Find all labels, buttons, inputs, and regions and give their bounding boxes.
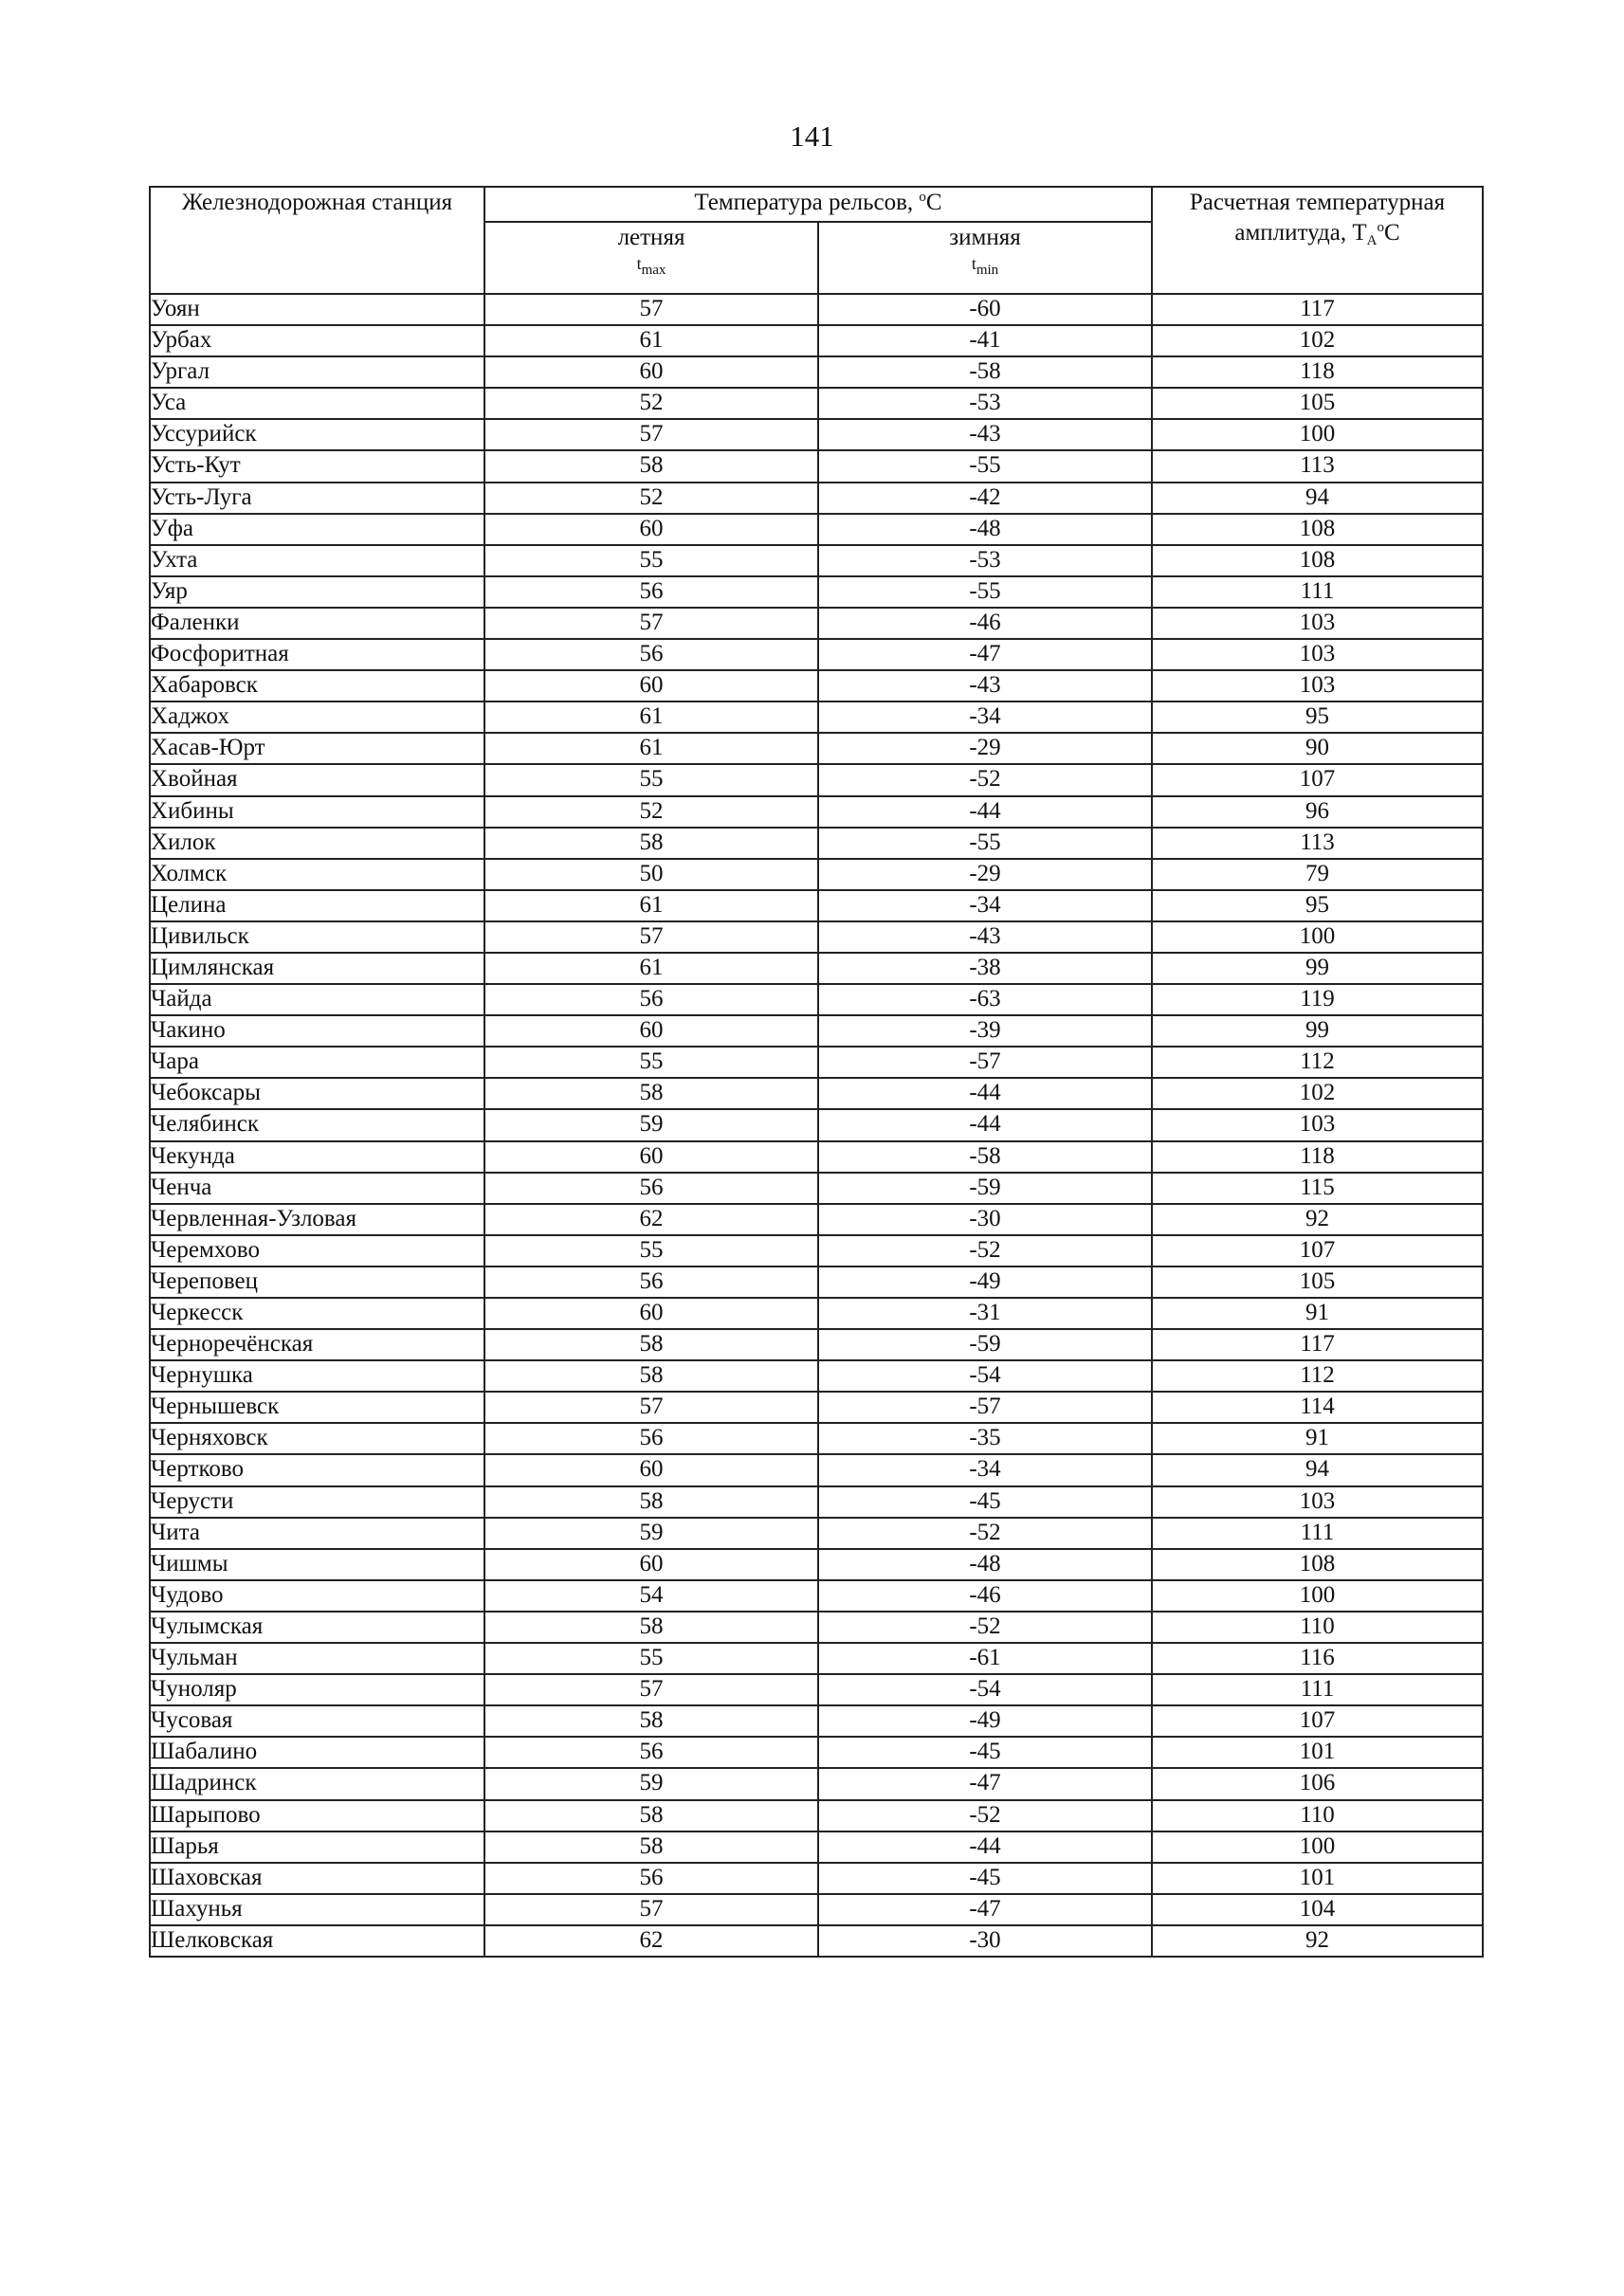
tmax-cell: 57 (484, 1894, 818, 1925)
tmax-cell: 58 (484, 1612, 818, 1643)
tmin-cell: -49 (818, 1705, 1152, 1737)
station-cell: Хилок (150, 828, 484, 859)
header-winter-label: зимняя (949, 225, 1021, 250)
table-row (150, 1486, 1483, 1518)
tmax-cell: 55 (484, 1047, 818, 1078)
tmax-cell: 58 (484, 450, 818, 482)
degree-symbol: o (1377, 220, 1384, 235)
table-row (150, 1800, 1483, 1831)
table-row (150, 1423, 1483, 1454)
tmin-cell: -54 (818, 1674, 1152, 1705)
table-row (150, 483, 1483, 514)
tmin-cell: -30 (818, 1204, 1152, 1235)
tmin-cell: -48 (818, 1549, 1152, 1580)
tmin-cell: -48 (818, 514, 1152, 545)
tmax-cell: 60 (484, 1298, 818, 1329)
tmax-cell: 58 (484, 1486, 818, 1518)
station-cell: Хибины (150, 796, 484, 828)
tmin-cell: -47 (818, 1768, 1152, 1799)
tmax-cell: 56 (484, 1266, 818, 1298)
table-row (150, 1518, 1483, 1549)
table-row (150, 1235, 1483, 1266)
tmin-cell: -57 (818, 1392, 1152, 1423)
table-row (150, 921, 1483, 953)
tmax-cell: 52 (484, 388, 818, 419)
table-row (150, 1863, 1483, 1894)
station-cell: Фосфоритная (150, 639, 484, 670)
header-rail-temperature-label: Температура рельсов, (694, 190, 914, 215)
header-rail-temperature-unit: С (925, 190, 942, 215)
tmax-cell: 54 (484, 1580, 818, 1612)
tmax-cell: 61 (484, 702, 818, 733)
station-cell: Черусти (150, 1486, 484, 1518)
table-row (150, 764, 1483, 795)
tmax-cell: 58 (484, 1831, 818, 1863)
header-station-label: Железнодорожная станция (181, 190, 453, 215)
amplitude-cell: 92 (1152, 1925, 1483, 1957)
tmax-cell: 57 (484, 921, 818, 953)
tmin-cell: -59 (818, 1173, 1152, 1204)
station-cell: Череповец (150, 1266, 484, 1298)
tmax-cell: 56 (484, 639, 818, 670)
station-cell: Чертково (150, 1454, 484, 1485)
tmax-cell: 57 (484, 1392, 818, 1423)
table-row (150, 545, 1483, 576)
station-cell: Чекунда (150, 1141, 484, 1173)
tmax-cell: 58 (484, 1705, 818, 1737)
station-cell: Челябинск (150, 1109, 484, 1140)
station-cell: Черноречёнская (150, 1329, 484, 1360)
tmin-cell: -29 (818, 859, 1152, 890)
table-row (150, 1454, 1483, 1485)
tmin-cell: -35 (818, 1423, 1152, 1454)
tmin-cell: -43 (818, 419, 1152, 450)
table-row (150, 1173, 1483, 1204)
table-row (150, 1705, 1483, 1737)
station-cell: Шарыпово (150, 1800, 484, 1831)
tmax-cell: 56 (484, 1173, 818, 1204)
tmin-cell: -34 (818, 1454, 1152, 1485)
tmin-cell: -53 (818, 545, 1152, 576)
amplitude-cell: 103 (1152, 639, 1483, 670)
tmax-cell: 57 (484, 419, 818, 450)
tmin-cell: -44 (818, 1831, 1152, 1863)
station-cell: Ургал (150, 356, 484, 388)
amplitude-cell: 112 (1152, 1360, 1483, 1392)
table-row (150, 1549, 1483, 1580)
tmin-cell: -34 (818, 702, 1152, 733)
rail-temperature-table (149, 186, 1484, 1958)
amplitude-cell: 99 (1152, 1015, 1483, 1047)
amplitude-cell: 111 (1152, 1674, 1483, 1705)
amplitude-cell: 107 (1152, 1705, 1483, 1737)
tmin-cell: -41 (818, 325, 1152, 356)
header-row-1 (150, 187, 1483, 222)
tmax-cell: 52 (484, 483, 818, 514)
amplitude-cell: 101 (1152, 1737, 1483, 1768)
station-cell: Шаховская (150, 1863, 484, 1894)
tmin-cell: -54 (818, 1360, 1152, 1392)
station-cell: Хасав-Юрт (150, 733, 484, 764)
header-summer (484, 222, 818, 294)
tmax-cell: 60 (484, 356, 818, 388)
station-cell: Чебоксары (150, 1078, 484, 1109)
header-summer-label: летняя (617, 225, 685, 250)
table-row (150, 1674, 1483, 1705)
station-cell: Чернушка (150, 1360, 484, 1392)
station-cell: Уса (150, 388, 484, 419)
station-cell: Хвойная (150, 764, 484, 795)
tmax-cell: 56 (484, 984, 818, 1015)
table-row (150, 1894, 1483, 1925)
station-cell: Холмск (150, 859, 484, 890)
table-row (150, 514, 1483, 545)
tmax-cell: 60 (484, 1549, 818, 1580)
amplitude-cell: 111 (1152, 576, 1483, 608)
tmax-cell: 55 (484, 1643, 818, 1674)
tmin-cell: -46 (818, 608, 1152, 639)
amplitude-cell: 91 (1152, 1423, 1483, 1454)
tmax-cell: 55 (484, 764, 818, 795)
header-amplitude-sub: A (1366, 233, 1378, 248)
amplitude-cell: 106 (1152, 1768, 1483, 1799)
tmin-cell: -44 (818, 1078, 1152, 1109)
tmax-cell: 57 (484, 608, 818, 639)
station-cell: Уссурийск (150, 419, 484, 450)
amplitude-cell: 114 (1152, 1392, 1483, 1423)
header-rail-temperature (484, 187, 1152, 222)
station-cell: Уоян (150, 294, 484, 325)
amplitude-cell: 104 (1152, 1894, 1483, 1925)
tmax-cell: 61 (484, 325, 818, 356)
tmin-cell: -45 (818, 1486, 1152, 1518)
tmin-cell: -30 (818, 1925, 1152, 1957)
tmin-cell: -42 (818, 483, 1152, 514)
station-cell: Шадринск (150, 1768, 484, 1799)
tmin-cell: -58 (818, 356, 1152, 388)
amplitude-cell: 91 (1152, 1298, 1483, 1329)
amplitude-cell: 92 (1152, 1204, 1483, 1235)
degree-symbol: o (919, 190, 926, 205)
station-cell: Усть-Кут (150, 450, 484, 482)
amplitude-cell: 101 (1152, 1863, 1483, 1894)
table-row (150, 1078, 1483, 1109)
table-row (150, 1109, 1483, 1140)
header-winter-symbol: $t_{min}$ (971, 254, 999, 278)
amplitude-cell: 116 (1152, 1643, 1483, 1674)
station-cell: Чакино (150, 1015, 484, 1047)
amplitude-cell: 95 (1152, 702, 1483, 733)
tmin-cell: -44 (818, 1109, 1152, 1140)
tmax-cell: 61 (484, 890, 818, 921)
tmin-cell: -52 (818, 764, 1152, 795)
station-cell: Чара (150, 1047, 484, 1078)
tmax-cell: 62 (484, 1925, 818, 1957)
tmax-cell: 58 (484, 1329, 818, 1360)
tmin-cell: -52 (818, 1235, 1152, 1266)
tmax-cell: 60 (484, 514, 818, 545)
station-cell: Чулымская (150, 1612, 484, 1643)
tmax-cell: 55 (484, 1235, 818, 1266)
tmax-cell: 57 (484, 1674, 818, 1705)
station-cell: Урбах (150, 325, 484, 356)
tmin-cell: -47 (818, 1894, 1152, 1925)
tmax-cell: 55 (484, 545, 818, 576)
tmin-cell: -43 (818, 670, 1152, 702)
tmin-cell: -29 (818, 733, 1152, 764)
table-body (150, 294, 1483, 1957)
station-cell: Уфа (150, 514, 484, 545)
table-row (150, 796, 1483, 828)
station-cell: Червленная-Узловая (150, 1204, 484, 1235)
table-row (150, 1204, 1483, 1235)
amplitude-cell: 103 (1152, 608, 1483, 639)
tmin-cell: -45 (818, 1737, 1152, 1768)
tmin-cell: -47 (818, 639, 1152, 670)
station-cell: Черняховск (150, 1423, 484, 1454)
station-cell: Уяр (150, 576, 484, 608)
station-cell: Шелковская (150, 1925, 484, 1957)
amplitude-cell: 113 (1152, 450, 1483, 482)
amplitude-cell: 79 (1152, 859, 1483, 890)
header-amplitude-label: Расчетная температурная амплитуда, T (1189, 190, 1446, 246)
amplitude-cell: 96 (1152, 796, 1483, 828)
tmin-cell: -31 (818, 1298, 1152, 1329)
table-row (150, 1015, 1483, 1047)
station-cell: Целина (150, 890, 484, 921)
table-row (150, 670, 1483, 702)
station-cell: Чульман (150, 1643, 484, 1674)
tmin-cell: -38 (818, 953, 1152, 984)
tmin-cell: -57 (818, 1047, 1152, 1078)
amplitude-cell: 105 (1152, 388, 1483, 419)
tmax-cell: 59 (484, 1109, 818, 1140)
table-row (150, 890, 1483, 921)
tmin-cell: -60 (818, 294, 1152, 325)
tmax-cell: 56 (484, 1737, 818, 1768)
header-station (150, 187, 484, 294)
tmax-cell: 58 (484, 828, 818, 859)
tmax-cell: 58 (484, 1078, 818, 1109)
table-row (150, 576, 1483, 608)
tmin-cell: -39 (818, 1015, 1152, 1047)
station-cell: Чуноляр (150, 1674, 484, 1705)
amplitude-cell: 103 (1152, 670, 1483, 702)
amplitude-cell: 100 (1152, 921, 1483, 953)
tmin-cell: -63 (818, 984, 1152, 1015)
table-row (150, 859, 1483, 890)
amplitude-cell: 107 (1152, 1235, 1483, 1266)
table-row (150, 1612, 1483, 1643)
table-row (150, 1298, 1483, 1329)
amplitude-cell: 102 (1152, 1078, 1483, 1109)
table-row (150, 1266, 1483, 1298)
station-cell: Ухта (150, 545, 484, 576)
amplitude-cell: 108 (1152, 545, 1483, 576)
tmax-cell: 56 (484, 576, 818, 608)
amplitude-cell: 102 (1152, 325, 1483, 356)
station-cell: Хаджох (150, 702, 484, 733)
amplitude-cell: 103 (1152, 1109, 1483, 1140)
table-row (150, 1643, 1483, 1674)
station-cell: Черемхово (150, 1235, 484, 1266)
tmin-cell: -52 (818, 1612, 1152, 1643)
amplitude-cell: 95 (1152, 890, 1483, 921)
table-row (150, 1360, 1483, 1392)
station-cell: Цивильск (150, 921, 484, 953)
table-row (150, 1392, 1483, 1423)
tmin-cell: -61 (818, 1643, 1152, 1674)
table-row (150, 1737, 1483, 1768)
header-amplitude (1152, 187, 1483, 294)
amplitude-cell: 112 (1152, 1047, 1483, 1078)
amplitude-cell: 110 (1152, 1800, 1483, 1831)
table-row (150, 1141, 1483, 1173)
tmax-cell: 57 (484, 294, 818, 325)
station-cell: Ченча (150, 1173, 484, 1204)
tmax-cell: 59 (484, 1768, 818, 1799)
tmax-cell: 61 (484, 733, 818, 764)
table-row (150, 1580, 1483, 1612)
amplitude-cell: 90 (1152, 733, 1483, 764)
tmax-cell: 50 (484, 859, 818, 890)
amplitude-cell: 115 (1152, 1173, 1483, 1204)
tmin-cell: -55 (818, 576, 1152, 608)
table-row (150, 702, 1483, 733)
table-row (150, 1768, 1483, 1799)
tmin-cell: -55 (818, 450, 1152, 482)
amplitude-cell: 110 (1152, 1612, 1483, 1643)
amplitude-cell: 103 (1152, 1486, 1483, 1518)
amplitude-cell: 100 (1152, 1831, 1483, 1863)
table-row (150, 450, 1483, 482)
tmax-cell: 60 (484, 670, 818, 702)
station-cell: Фаленки (150, 608, 484, 639)
amplitude-cell: 99 (1152, 953, 1483, 984)
tmin-cell: -53 (818, 388, 1152, 419)
tmax-cell: 59 (484, 1518, 818, 1549)
tmin-cell: -45 (818, 1863, 1152, 1894)
station-cell: Усть-Луга (150, 483, 484, 514)
tmax-cell: 52 (484, 796, 818, 828)
amplitude-cell: 118 (1152, 356, 1483, 388)
table-row (150, 953, 1483, 984)
tmax-cell: 61 (484, 953, 818, 984)
station-cell: Шахунья (150, 1894, 484, 1925)
amplitude-cell: 100 (1152, 1580, 1483, 1612)
tmin-cell: -46 (818, 1580, 1152, 1612)
station-cell: Чишмы (150, 1549, 484, 1580)
station-cell: Чудово (150, 1580, 484, 1612)
station-cell: Чернышевск (150, 1392, 484, 1423)
tmin-cell: -52 (818, 1800, 1152, 1831)
station-cell: Цимлянская (150, 953, 484, 984)
amplitude-cell: 108 (1152, 514, 1483, 545)
table-row (150, 1047, 1483, 1078)
table-row (150, 325, 1483, 356)
amplitude-cell: 117 (1152, 1329, 1483, 1360)
tmin-cell: -58 (818, 1141, 1152, 1173)
amplitude-cell: 119 (1152, 984, 1483, 1015)
tmin-cell: -59 (818, 1329, 1152, 1360)
table-row (150, 1329, 1483, 1360)
tmax-cell: 62 (484, 1204, 818, 1235)
amplitude-cell: 111 (1152, 1518, 1483, 1549)
table-row (150, 733, 1483, 764)
tmin-cell: -34 (818, 890, 1152, 921)
tmin-cell: -55 (818, 828, 1152, 859)
table-row (150, 294, 1483, 325)
station-cell: Чайда (150, 984, 484, 1015)
tmin-cell: -43 (818, 921, 1152, 953)
tmin-cell: -44 (818, 796, 1152, 828)
table-row (150, 356, 1483, 388)
page-number: 141 (790, 119, 834, 153)
table-row (150, 388, 1483, 419)
amplitude-cell: 108 (1152, 1549, 1483, 1580)
station-cell: Шарья (150, 1831, 484, 1863)
station-cell: Шабалино (150, 1737, 484, 1768)
header-summer-symbol: $t_{max}$ (636, 254, 666, 278)
tmax-cell: 58 (484, 1800, 818, 1831)
table-row (150, 419, 1483, 450)
station-cell: Хабаровск (150, 670, 484, 702)
amplitude-cell: 94 (1152, 1454, 1483, 1485)
table-row (150, 984, 1483, 1015)
tmax-cell: 60 (484, 1141, 818, 1173)
table-row (150, 1925, 1483, 1957)
tmax-cell: 56 (484, 1423, 818, 1454)
tmax-cell: 60 (484, 1015, 818, 1047)
amplitude-cell: 107 (1152, 764, 1483, 795)
table-row (150, 1831, 1483, 1863)
station-cell: Чусовая (150, 1705, 484, 1737)
table-row (150, 608, 1483, 639)
amplitude-cell: 100 (1152, 419, 1483, 450)
tmin-cell: -52 (818, 1518, 1152, 1549)
tmax-cell: 56 (484, 1863, 818, 1894)
tmax-cell: 60 (484, 1454, 818, 1485)
header-winter (818, 222, 1152, 294)
table-row (150, 828, 1483, 859)
station-cell: Черкесск (150, 1298, 484, 1329)
amplitude-cell: 105 (1152, 1266, 1483, 1298)
amplitude-cell: 94 (1152, 483, 1483, 514)
tmax-cell: 58 (484, 1360, 818, 1392)
amplitude-cell: 117 (1152, 294, 1483, 325)
station-cell: Чита (150, 1518, 484, 1549)
amplitude-cell: 113 (1152, 828, 1483, 859)
amplitude-cell: 118 (1152, 1141, 1483, 1173)
table-row (150, 639, 1483, 670)
header-amplitude-unit: С (1383, 220, 1400, 246)
tmin-cell: -49 (818, 1266, 1152, 1298)
